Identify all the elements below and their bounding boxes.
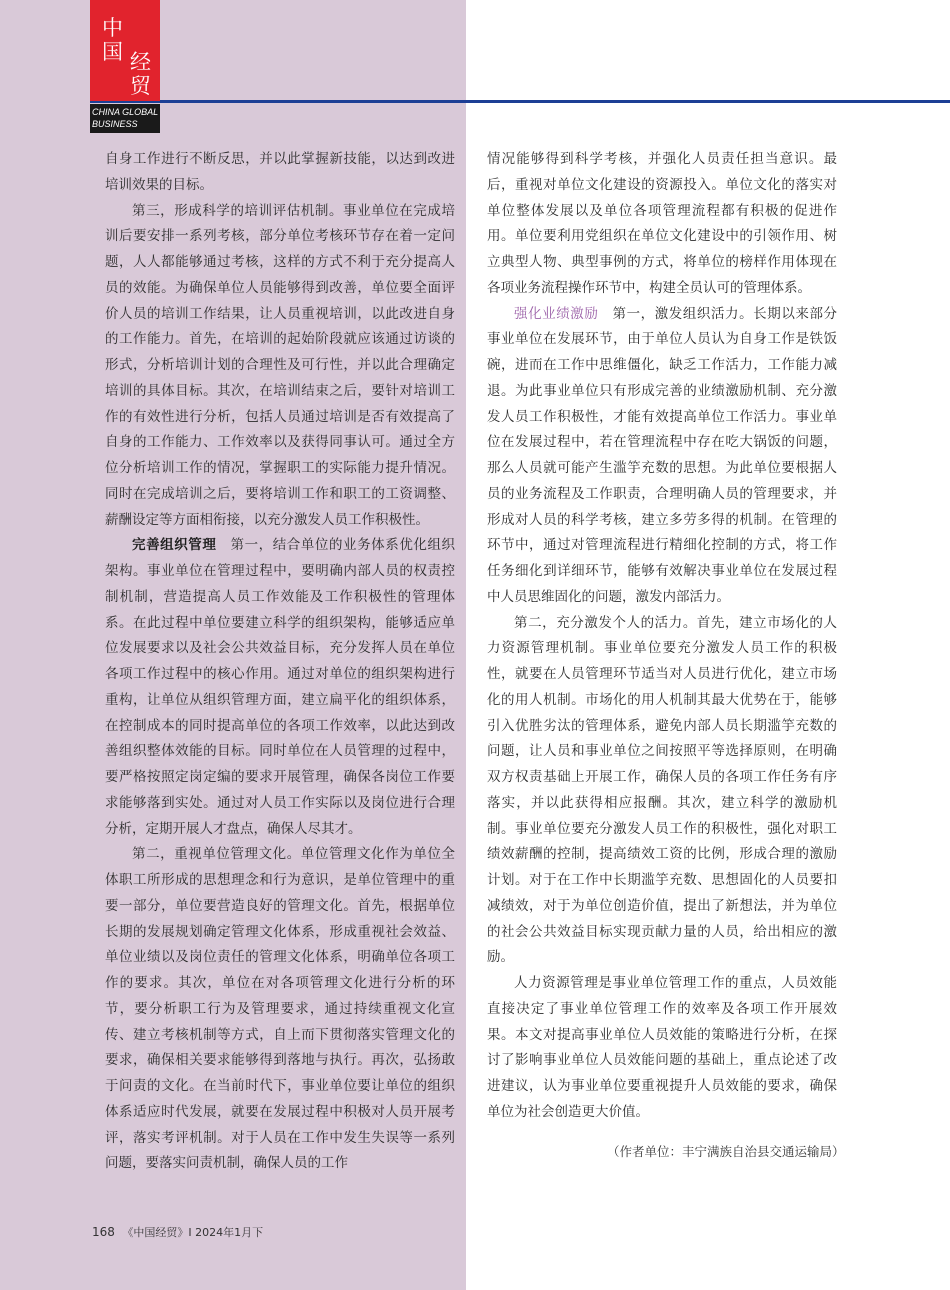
paragraph: 第三，形成科学的培训评估机制。事业单位在完成培训后要安排一系列考核，部分单位考核环节存在着一定问题，人人都能够通过考核，这样的方式不利于充分提高人员的效能。为确保单位人员能够得到改善，单位要全面评价人员的培训工作结果，让人员重视培训，以此改进自身的工作能力。首先，在培训的起始阶段就应该通过访谈的形式，分析培训计划的合理性及可行性，并以此合理确定培训的具体目标。其次，在培训结束之后，要针对培训工作的有效性进行分析，包括人员通过培训是否有效提高了自身的工作能力、工作效率以及获得同事认可。通过全方位分析培训工作的情况，掌握职工的实际能力提升情况。同时在完成培训之后，要将培训工作和职工的工资调整、薪酬设定等方面相衔接，以充分激发人员工作积极性。 — [105, 202, 455, 528]
author-affiliation: （作者单位：丰宁满族自治县交通运输局） — [607, 1144, 845, 1159]
logo-char: 国 — [102, 40, 123, 64]
logo-en-line: BUSINESS — [92, 119, 138, 129]
paragraph-text: 第一，结合单位的业务体系优化组织架构。事业单位在管理过程中，要明确内部人员的权责控制机制，营造提高人员工作效能及工作积极性的管理体系。在此过程中单位要建立科学的组织架构，能够适应单位发展要求以及社会公共效益目标，充分发挥人员在单位各项工作过程中的核心作用。通过对单位的组织架构进行重构，让单位从组织管理方面，建立扁平化的组织体系，在控制成本的同时提高单位的各项工作效率，以此达到改善组织整体效能的目标。同时单位在人员管理的过程中，要严格按照定岗定编的要求开展管理，确保各岗位工作要求能够落到实处。通过对人员工作实际以及岗位进行合理分析，定期开展人才盘点，确保人尽其才。 — [105, 537, 456, 837]
journal-issue: 《中国经贸》I 2024年1月下 — [122, 1226, 264, 1239]
section-heading: 完善组织管理 — [132, 537, 217, 554]
left-text-column — [105, 147, 455, 1177]
page-number: 168 — [92, 1225, 115, 1239]
paragraph: 第二，重视单位管理文化。单位管理文化作为单位全体职工所形成的思想理念和行为意识，是单位管理中的重要一部分，单位要营造良好的管理文化。首先，根据单位长期的发展规划确定管理文化体系，形成重视社会效益、单位业绩以及岗位责任的管理文化体系，明确单位各项工作的要求。其次，单位在对各项管理文化进行分析的环节，要分析职工行为及管理要求，通过持续重视文化宣传、建立考核机制等方式，自上而下贯彻落实管理文化的要求，确保相关要求能够得到落地与执行。再次，弘扬敢于问责的文化。在当前时代下，事业单位要让单位的组织体系适应时代发展，就要在发展过程中积极对人员开展考评，落实考评机制。对于人员在工作中发生失误等一系列问题，要落实问责机制，确保人员的工作 — [105, 846, 455, 1172]
paragraph — [105, 533, 455, 842]
paragraph: 自身工作进行不断反思，并以此掌握新技能，以达到改进培训效果的目标。 — [105, 151, 455, 193]
logo-char: 经 — [130, 50, 151, 74]
right-text-column — [487, 147, 837, 1126]
section-heading: 强化业绩激励 — [514, 305, 599, 322]
header-rule — [90, 100, 950, 103]
logo-english-name — [90, 104, 160, 133]
paragraph: 情况能够得到科学考核，并强化人员责任担当意识。最后，重视对单位文化建设的资源投入。单位文化的落实对单位整体发展以及单位各项管理流程都有积极的促进作用。单位要利用党组织在单位文化建设中的引领作用、树立典型人物、典型事例的方式，将单位的榜样作用体现在各项业务流程操作环节中，构建全员认可的管理体系。 — [487, 151, 837, 296]
logo-en-line: CHINA GLOBAL — [92, 107, 159, 117]
logo-char: 贸 — [130, 74, 151, 98]
magazine-logo — [90, 0, 160, 101]
paragraph: 第二，充分激发个人的活力。首先，建立市场化的人力资源管理机制。事业单位要充分激发人员工作的积极性，就要在人员管理环节适当对人员进行优化，建立市场化的用人机制。市场化的用人机制其最大优势在于，能够引入优胜劣汰的管理体系，避免内部人员长期滥竽充数的问题，让人员和事业单位之间按照平等选择原则，在明确双方权责基础上开展工作，确保人员的各项工作任务有序落实，并以此获得相应报酬。其次，建立科学的激励机制。事业单位要充分激发人员工作的积极性，强化对职工绩效薪酬的控制，提高绩效工资的比例，形成合理的激励计划。对于在工作中长期滥竽充数、思想固化的人员要扣减绩效，对于为单位创造价值，提出了新想法，并为单位的社会公共效益目标实现贡献力量的人员，给出相应的激励。 — [487, 614, 837, 966]
paragraph — [487, 302, 837, 611]
logo-char: 中 — [102, 16, 123, 40]
paragraph-text: 第一，激发组织活力。长期以来部分事业单位在发展环节，由于单位人员认为自身工作是铁饭碗，进而在工作中思维僵化，缺乏工作活力，工作能力减退。为此事业单位只有形成完善的业绩激励机制、充分激发人员工作积极性，才能有效提高单位工作活力。事业单位在发展过程中，若在管理流程中存在吃大锅饭的问题，那么人员就可能产生滥竽充数的思想。为此单位要根据人员的业务流程及工作职责，合理明确人员的管理要求，并形成对人员的科学考核，建立多劳多得的机制。在管理的环节中，通过对管理流程进行精细化控制的方式，将工作任务细化到详细环节，能够有效解决事业单位在发展过程中人员思维固化的问题，激发内部活力。 — [487, 305, 838, 605]
page-footer — [92, 1224, 263, 1240]
paragraph: 人力资源管理是事业单位管理工作的重点，人员效能直接决定了事业单位管理工作的效率及各项工作开展效果。本文对提高事业单位人员效能的策略进行分析，在探讨了影响事业单位人员效能问题的基础上，重点论述了改进建议，认为事业单位要重视提升人员效能的要求，确保单位为社会创造更大价值。 — [487, 975, 837, 1120]
